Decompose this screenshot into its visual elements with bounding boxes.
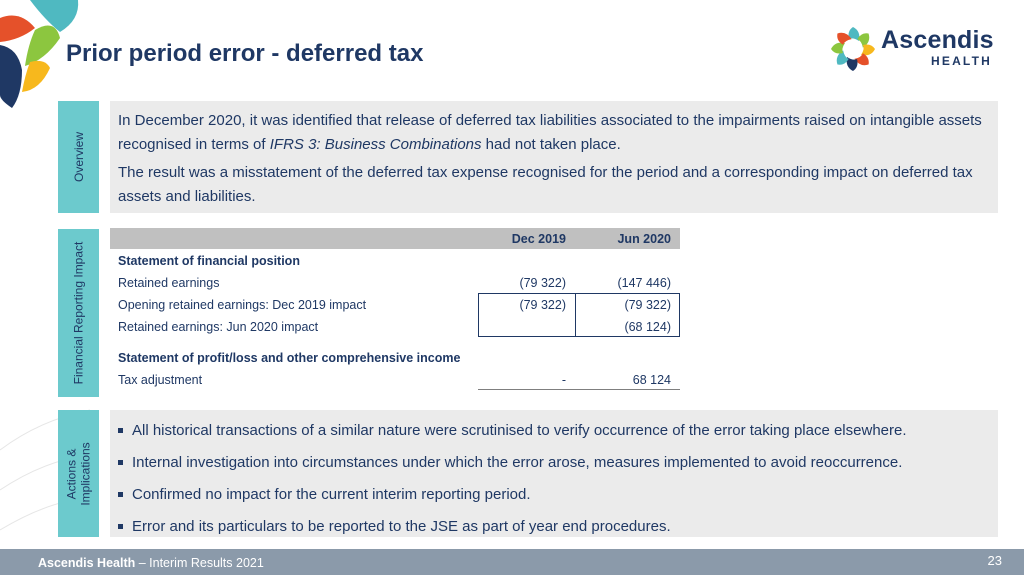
action-item: Internal investigation into circumstances under which the error arose, measures implemented to avoid reoccurrence. [118, 452, 998, 484]
bullet-icon [118, 428, 123, 433]
table-row: Opening retained earnings: Dec 2019 impact (79 322) (79 322) [118, 298, 671, 312]
column-header-dec-2019: Dec 2019 [511, 232, 566, 246]
page-number: 23 [987, 553, 1002, 568]
bullet-icon [118, 460, 123, 465]
table-row: Tax adjustment - 68 124 [118, 373, 671, 387]
footer-bar [0, 549, 1024, 575]
overview-paragraph-1: In December 2020, it was identified that release of deferred tax liabilities associated to the impairments raised on intangible assets recognised in terms of IFRS 3: Business Combinations had not taken place. [118, 112, 982, 153]
footer-suffix: – Interim Results 2021 [135, 556, 264, 570]
ifrs-reference: IFRS 3: Business Combinations [269, 135, 482, 153]
overview-panel [110, 101, 998, 213]
action-item: Confirmed no impact for the current interim reporting period. [118, 484, 998, 516]
action-item: All historical transactions of a similar nature were scrutinised to verify occurrence of the error taking place elsewhere. [118, 420, 998, 452]
actions-panel [110, 410, 998, 537]
bullet-icon [118, 524, 123, 529]
brand-name: Ascendis [881, 26, 994, 54]
table-row: Retained earnings (79 322) (147 446) [118, 276, 671, 290]
tax-adjustment-divider [478, 389, 680, 390]
financial-reporting-tab [58, 229, 99, 397]
impact-highlight-dec-2019 [478, 293, 576, 337]
table-row: Retained earnings: Jun 2020 impact (68 124) [118, 320, 671, 334]
overview-tab [58, 101, 99, 213]
section-header-financial-position: Statement of financial position [118, 254, 300, 268]
brand-subtitle: HEALTH [931, 54, 992, 68]
action-item: Error and its particulars to be reported to the JSE as part of year end procedures. [118, 516, 998, 548]
impact-highlight-jun-2020 [575, 293, 680, 337]
financial-impact-table [110, 228, 680, 391]
overview-tab-label: Overview [71, 131, 86, 183]
column-header-jun-2020: Jun 2020 [617, 232, 671, 246]
table-header-row [110, 228, 680, 249]
brand-flower-icon [828, 24, 878, 74]
bullet-icon [118, 492, 123, 497]
brand-logo [828, 24, 1003, 76]
financial-reporting-tab-label: Financial Reporting Impact [71, 241, 86, 385]
overview-paragraph-2: The result was a misstatement of the deferred tax expense recognised for the period and a corresponding impact on deferred tax assets and liabilities. [118, 164, 973, 205]
actions-implications-tab [58, 410, 99, 537]
page-title: Prior period error - deferred tax [66, 40, 424, 67]
actions-implications-tab-label: Actions & Implications [64, 441, 93, 506]
section-header-profit-loss: Statement of profit/loss and other comprehensive income [118, 351, 461, 365]
footer-company: Ascendis Health [38, 556, 136, 570]
footer-caption [38, 556, 264, 570]
